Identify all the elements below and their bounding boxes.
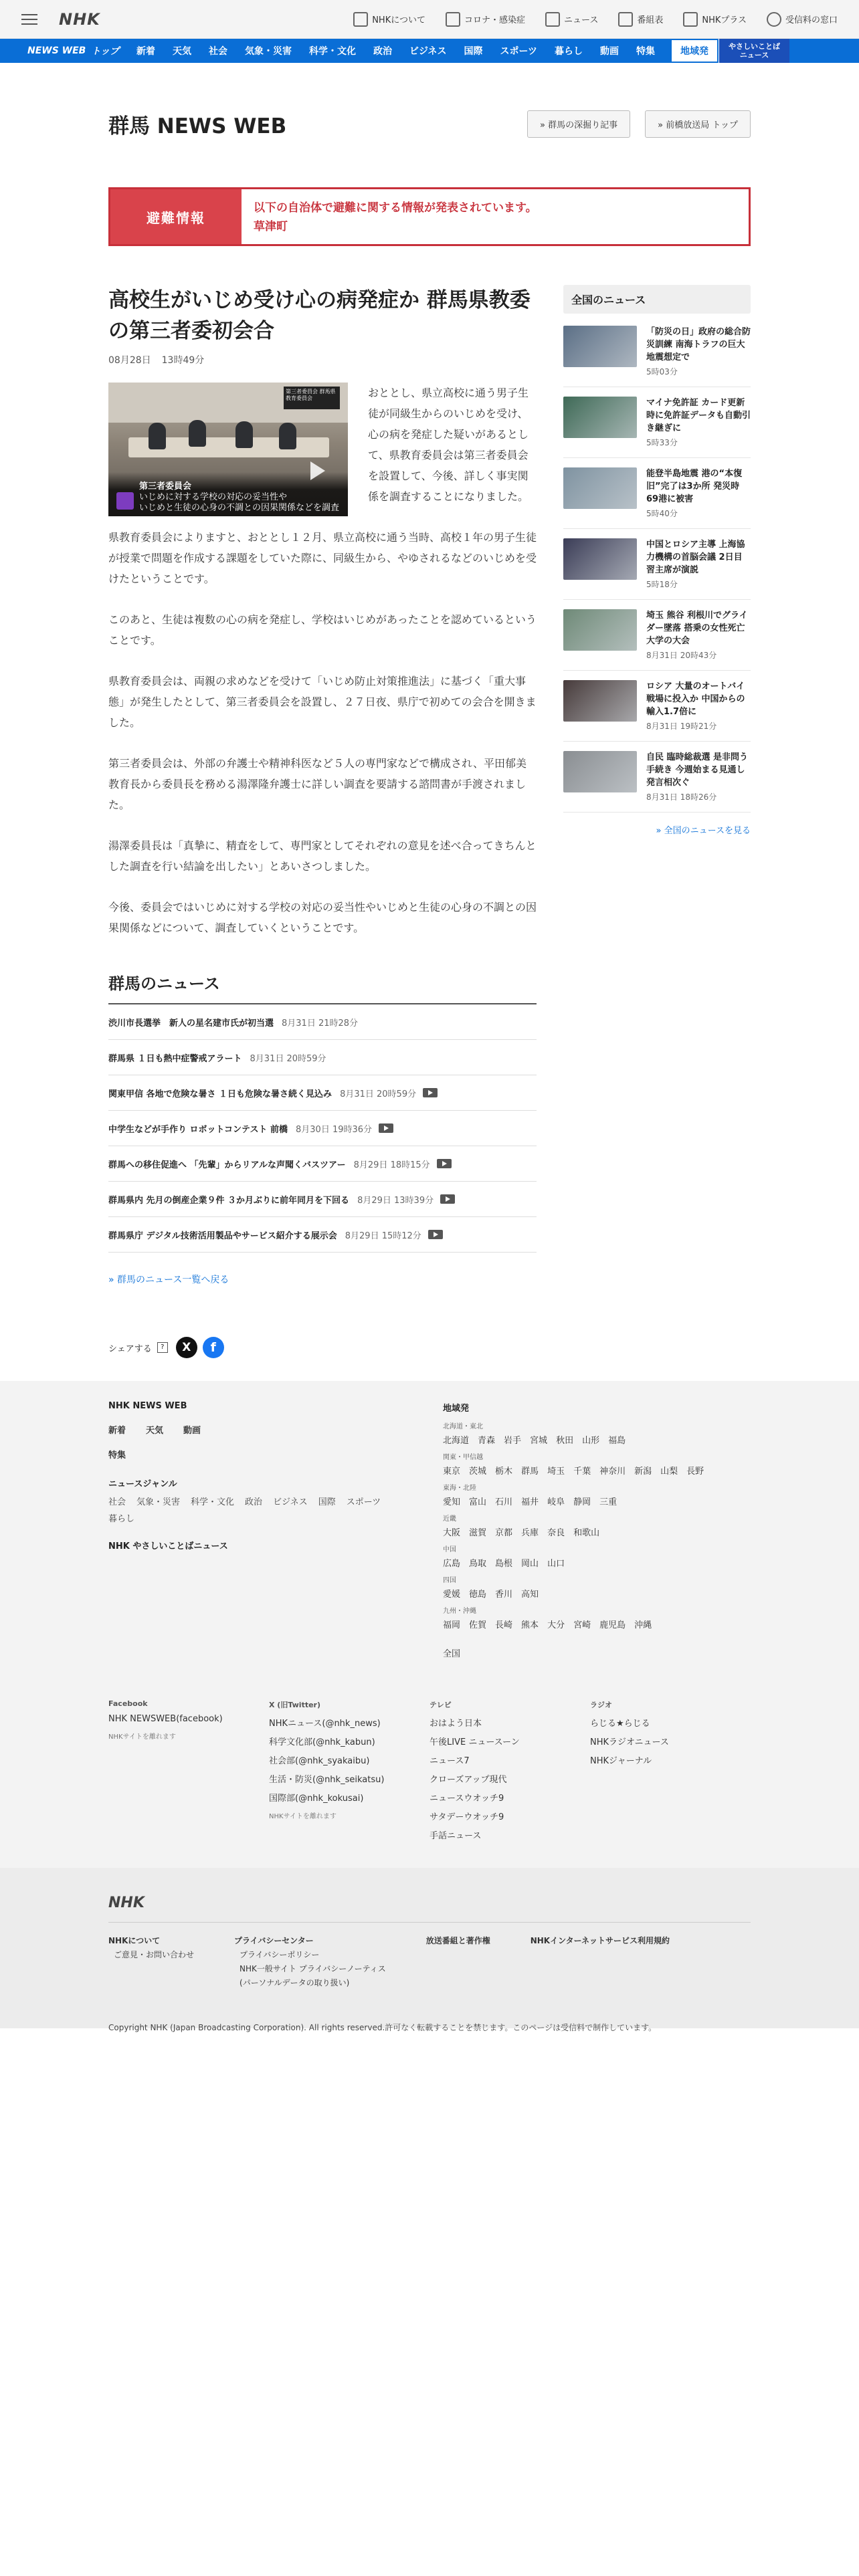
region-name: 関東・甲信越 (443, 1454, 483, 1461)
news-time: 8月31日 18時26分 (646, 792, 717, 802)
prefecture-link[interactable]: 兵庫 (521, 1528, 539, 1538)
play-icon[interactable] (310, 461, 325, 480)
news-title: ロシア 大量のオートバイ 戦場に投入か 中国からの輸入1.7倍に (646, 681, 745, 717)
nhk-icon (353, 12, 368, 27)
news-time: 8月31日 19時21分 (646, 722, 717, 731)
national-news-item[interactable] (563, 742, 751, 813)
news-thumbnail (563, 680, 637, 722)
share-bar (108, 1337, 537, 1358)
gunma-news-heading: 群馬のニュース (108, 970, 537, 1004)
footer-social-link[interactable]: NHK NEWSWEB(facebook) (108, 1714, 223, 1724)
article-paragraph: このあと、生徒は複数の心の病を発症し、学校はいじめがあったことを認めているということです。 (108, 613, 537, 647)
footer-genre-link[interactable]: ビジネス (273, 1497, 308, 1507)
news-title: 能登半島地震 港の“本復旧”完了は3か所 発災時69港に被害 (646, 469, 743, 504)
virus-icon (446, 12, 460, 27)
prefecture-link[interactable]: 愛媛 (443, 1590, 461, 1600)
national-news-item[interactable] (563, 458, 751, 529)
footer-legal-link[interactable]: NHKインターネットサービス利用規約 (530, 1936, 670, 1945)
news-time: 5時40分 (646, 509, 678, 518)
footer-genre-link[interactable]: スポーツ (346, 1497, 381, 1507)
prefecture-list (443, 1464, 751, 1477)
prefecture-list (443, 1495, 751, 1507)
video-icon (437, 1159, 452, 1168)
news-title: 渋川市長選挙 新人の星名建市氏が初当選 (108, 1018, 274, 1029)
footer-social-heading: ラジオ (590, 1701, 612, 1709)
article-paragraph: おととし、県立高校に通う男子生徒が同級生からのいじめを受け、心の病を発症した疑いがあるとして、県教育委員会は第三者委員会を設置して、今後、詳しく事実関係を調査することになりました。 (368, 387, 529, 503)
news-title: 群馬県庁 デジタル技術活用製品やサービス紹介する展示会 (108, 1230, 337, 1241)
article-paragraph: 湯澤委員長は「真摯に、精査をして、専門家としてそれぞれの意見を述べ合ってきちんとした調査を行い結論を出したい」とあいさつしました。 (108, 839, 537, 873)
maebashi-top-button[interactable]: » 前橋放送局 トップ (645, 110, 751, 138)
footer-genre-link[interactable]: 暮らし (108, 1514, 135, 1524)
footer-social-link[interactable]: NHKラジオニュース (590, 1737, 669, 1747)
footer-link-video[interactable]: 動画 (183, 1426, 201, 1436)
footer-social-link[interactable]: 社会部(@nhk_syakaibu) (269, 1756, 370, 1766)
menu-icon[interactable] (21, 14, 37, 25)
house-icon (767, 12, 781, 27)
footer-nhk-logo[interactable]: NHK (108, 1895, 751, 1923)
toplink-schedule[interactable]: 番組表 (618, 12, 663, 27)
footer (0, 1381, 859, 1868)
x-share-icon[interactable]: X (176, 1337, 197, 1358)
gunma-news-item[interactable] (108, 1111, 537, 1146)
footer-legal-link[interactable]: NHKについて (108, 1936, 161, 1945)
national-news-item[interactable] (563, 387, 751, 458)
prefecture-link[interactable]: 岐阜 (547, 1497, 565, 1507)
footer-social-link[interactable]: サタデーウオッチ9 (430, 1812, 504, 1822)
news-date: 8月30日 19時36分 (296, 1124, 373, 1135)
news-text (646, 751, 751, 802)
news-thumbnail (563, 538, 637, 580)
news-text (646, 467, 751, 519)
news-title: 自民 臨時総裁選 是非問う手続き 今週始まる見通し 発言相次ぐ (646, 752, 749, 788)
footer-social-link[interactable]: 午後LIVE ニュースーン (430, 1737, 520, 1747)
prefecture-link[interactable]: 奈良 (547, 1528, 565, 1538)
national-news-more-link[interactable]: » 全国のニュースを見る (656, 826, 751, 836)
prefecture-link[interactable]: 埼玉 (547, 1467, 565, 1477)
news-title: 埼玉 熊谷 利根川でグライダー墜落 搭乗の女性死亡 大学の大会 (646, 611, 748, 646)
prefecture-link[interactable]: 新潟 (634, 1467, 652, 1477)
photo-sign: 第三者委員会 群馬県教育委員会 (284, 387, 340, 409)
news-time: 5時18分 (646, 580, 678, 589)
prefecture-link[interactable]: 石川 (495, 1497, 513, 1507)
prefecture-link[interactable]: 香川 (495, 1590, 513, 1600)
footer-link-features[interactable]: 特集 (108, 1451, 126, 1461)
news-title: マイナ免許証 カード更新時に免許証データも自動引き継ぎに (646, 398, 751, 433)
site-footer (0, 1868, 859, 2032)
share-label: シェアする (108, 1344, 152, 1354)
prefecture-link[interactable]: 熊本 (521, 1620, 539, 1630)
prefecture-link[interactable]: 広島 (443, 1559, 461, 1569)
alert-message: 以下の自治体で避難に関する情報が発表されています。 (254, 201, 537, 215)
alert-label: 避難情報 (110, 189, 242, 244)
article-paragraph: 県教育委員会によりますと、おととし１２月、県立高校に通う当時、高校１年の男子生徒が授業で問題を作成する課題をしていた際に、同級生から、やゆされるなどのいじめを受けたということです。 (108, 531, 537, 585)
footer-social-link[interactable]: 国際部(@nhk_kokusai) (269, 1794, 364, 1804)
help-icon[interactable]: ? (157, 1342, 168, 1353)
region-name: 九州・沖縄 (443, 1608, 476, 1615)
prefecture-link[interactable]: 山口 (547, 1559, 565, 1569)
national-news-item[interactable] (563, 529, 751, 600)
article-body (108, 383, 537, 589)
top-bar (0, 0, 859, 39)
footer-social-link[interactable]: NHKニュース(@nhk_news) (269, 1719, 381, 1729)
footer-genre-link[interactable]: 国際 (318, 1497, 336, 1507)
toplink-news[interactable]: ニュース (545, 12, 598, 27)
prefecture-list (443, 1618, 751, 1630)
news-date: 8月29日 13時39分 (357, 1195, 434, 1206)
page-title: 群馬 NEWS WEB (108, 114, 287, 138)
nav-disaster[interactable]: 気象・災害 (244, 46, 292, 57)
sidebar-heading: 全国のニュース (563, 285, 751, 314)
prefecture-link[interactable]: 愛知 (443, 1497, 461, 1507)
news-date: 8月29日 18時15分 (353, 1160, 430, 1170)
footer-easy-news-link[interactable]: NHK やさしいことばニュース (108, 1541, 228, 1551)
news-date: 8月31日 20時59分 (340, 1089, 417, 1099)
external-note: NHKサイトを離れます (108, 1733, 176, 1741)
footer-genre-title: ニュースジャンル (108, 1479, 177, 1489)
footer-genre-link[interactable]: 政治 (245, 1497, 263, 1507)
gunma-news (108, 970, 537, 1286)
nav-business[interactable]: ビジネス (409, 46, 447, 57)
footer-social-column (269, 1699, 430, 1841)
news-text (646, 538, 751, 590)
region-name: 北海道・東北 (443, 1423, 483, 1430)
nav-politics[interactable]: 政治 (373, 46, 392, 57)
nav-new[interactable]: 新着 (136, 46, 155, 57)
prefecture-link[interactable]: 岩手 (504, 1436, 522, 1446)
national-news-item[interactable] (563, 600, 751, 671)
nav-region[interactable]: 地域発 (670, 39, 719, 63)
external-note: NHKサイトを離れます (269, 1813, 337, 1820)
footer-title[interactable]: NHK NEWS WEB (108, 1401, 187, 1411)
prefecture-link[interactable]: 東京 (443, 1467, 461, 1477)
prefecture-link[interactable]: 山形 (582, 1436, 600, 1446)
news-time: 5時33分 (646, 438, 678, 447)
footer-genre-link[interactable]: 科学・文化 (191, 1497, 235, 1507)
prefecture-link[interactable]: 島根 (495, 1559, 513, 1569)
nav-sports[interactable]: スポーツ (500, 46, 537, 57)
gunma-news-more-link[interactable]: » 群馬のニュース一覧へ戻る (108, 1275, 229, 1285)
prefecture-link[interactable]: 大阪 (443, 1528, 461, 1538)
nhk-logo[interactable]: NHK (59, 9, 100, 29)
nav-international[interactable]: 国際 (464, 46, 483, 57)
footer-legal-link[interactable]: 放送番組と著作権 (425, 1936, 490, 1945)
prefecture-link[interactable]: 長崎 (495, 1620, 513, 1630)
nav-video[interactable]: 動画 (600, 46, 619, 57)
footer-social-link[interactable]: 手話ニュース (430, 1831, 482, 1841)
article-video[interactable] (108, 383, 348, 516)
page-header (108, 63, 751, 150)
prefecture-link[interactable]: 京都 (495, 1528, 513, 1538)
footer-social-link[interactable]: おはよう日本 (430, 1719, 482, 1729)
footer-legal-link[interactable]: NHK一般サイト プライバシーノーティス (240, 1964, 386, 1973)
footer-social-link[interactable]: らじる★らじる (590, 1719, 650, 1729)
prefecture-list (443, 1433, 751, 1446)
footer-social-heading: X (旧Twitter) (269, 1701, 320, 1709)
footer-legal-link[interactable]: プライバシーポリシー (240, 1950, 320, 1959)
prefecture-link[interactable]: 静岡 (573, 1497, 591, 1507)
prefecture-link[interactable]: 群馬 (521, 1467, 539, 1477)
news-title: 関東甲信 各地で危険な暑さ １日も危険な暑さ続く見込み (108, 1089, 332, 1099)
region-name: 東海・北陸 (443, 1485, 476, 1492)
deep-dive-button[interactable]: » 群馬の深掘り記事 (527, 110, 630, 138)
prefecture-link[interactable]: 青森 (478, 1436, 496, 1446)
prefecture-link[interactable]: 大分 (547, 1620, 565, 1630)
news-title: 群馬県内 先月の倒産企業９件 ３か月ぶりに前年同月を下回る (108, 1195, 350, 1206)
top-links (353, 12, 838, 27)
footer-link-national[interactable]: 全国 (443, 1649, 461, 1659)
region-name: 中国 (443, 1546, 456, 1553)
news-thumbnail (563, 326, 637, 367)
prefecture-link[interactable]: 福岡 (443, 1620, 461, 1630)
footer-region-title: 地域発 (443, 1404, 470, 1414)
toplink-fee[interactable]: 受信料の窓口 (767, 12, 838, 27)
news-date: 8月31日 20時59分 (250, 1053, 326, 1064)
news-text (646, 326, 751, 377)
news-time: 8月31日 20時43分 (646, 651, 717, 660)
news-text (646, 680, 751, 732)
newspaper-icon (545, 12, 560, 27)
region-name: 近畿 (443, 1515, 456, 1523)
plus-icon (683, 12, 698, 27)
gunma-news-item[interactable] (108, 1004, 537, 1040)
toplink-nhkplus[interactable]: NHKプラス (683, 12, 747, 27)
prefecture-link[interactable]: 鹿児島 (599, 1620, 626, 1630)
footer-social-link[interactable]: ニュースウオッチ9 (430, 1794, 504, 1804)
toplink-corona[interactable]: コロナ・感染症 (446, 12, 525, 27)
national-news-item[interactable] (563, 671, 751, 742)
region-name: 四国 (443, 1577, 456, 1584)
video-icon (440, 1194, 455, 1204)
news-thumbnail (563, 467, 637, 509)
prefecture-link[interactable]: 長野 (686, 1467, 704, 1477)
article-title: 高校生がいじめ受け心の病発症か 群馬県教委の第三者委初会合 (108, 288, 531, 343)
photo-caption: 第三者委員会 いじめに対する学校の対応の妥当性や いじめと生徒の心身の不調との因果関係などを調査 (108, 472, 348, 516)
prefecture-link[interactable]: 和歌山 (573, 1528, 600, 1538)
prefecture-link[interactable]: 徳島 (469, 1590, 487, 1600)
article-paragraph: 第三者委員会は、外部の弁護士や精神科医など５人の専門家などで構成され、平田郁美教育長から委員長を務める湯澤隆弁護士に詳しい調査を要請する諮問書が手渡されました。 (108, 757, 527, 811)
video-icon (423, 1088, 438, 1097)
gunma-news-item[interactable] (108, 1182, 537, 1217)
nav-features[interactable]: 特集 (636, 46, 655, 57)
video-icon (379, 1123, 393, 1133)
gunma-news-item[interactable] (108, 1146, 537, 1182)
article-date: 08月28日 13時49分 (108, 355, 205, 366)
prefecture-list (443, 1525, 751, 1538)
prefecture-link[interactable]: 神奈川 (599, 1467, 626, 1477)
footer-social-heading: テレビ (430, 1701, 452, 1709)
prefecture-link[interactable]: 秋田 (556, 1436, 574, 1446)
footer-social-column (430, 1699, 590, 1841)
national-news-sidebar (563, 285, 751, 1358)
footer-legal-link[interactable]: (パーソナルデータの取り扱い) (240, 1978, 350, 1988)
prefecture-link[interactable]: 鳥取 (469, 1559, 487, 1569)
news-thumbnail (563, 751, 637, 792)
copyright: Copyright NHK (Japan Broadcasting Corporation). All rights reserved.許可なく転載することを禁じます。このページは受信料で制作しています。 (108, 2023, 657, 2032)
nhk-mark-icon (116, 492, 134, 510)
alert-town: 草津町 (254, 220, 288, 233)
article-paragraph: 今後、委員会ではいじめに対する学校の対応の妥当性やいじめと生徒の心身の不調との因果関係などについて、調査していくということです。 (108, 901, 537, 934)
gunma-news-item[interactable] (108, 1075, 537, 1111)
footer-legal-link[interactable]: ご意見・お問い合わせ (114, 1950, 195, 1959)
prefecture-link[interactable]: 栃木 (495, 1467, 513, 1477)
facebook-share-icon[interactable]: f (203, 1337, 224, 1358)
article-paragraph: 県教育委員会は、両親の求めなどを受けて「いじめ防止対策推進法」に基づく「重大事態」が発生したとして、第三者委員会を設置し、２７日夜、県庁で初めての会合を開きました。 (108, 675, 537, 729)
nav-weather[interactable]: 天気 (172, 46, 191, 57)
prefecture-link[interactable]: 山梨 (660, 1467, 678, 1477)
nav-life[interactable]: 暮らし (555, 46, 583, 57)
footer-social-heading: Facebook (108, 1699, 148, 1708)
video-icon (428, 1230, 443, 1239)
news-date: 8月31日 21時28分 (282, 1018, 359, 1029)
news-title: 中国とロシア主導 上海協力機構の首脳会議 2日目 習主席が演説 (646, 540, 745, 575)
news-text (646, 397, 751, 448)
evacuation-alert[interactable] (108, 187, 751, 246)
gunma-news-item[interactable] (108, 1040, 537, 1075)
nav-brand[interactable]: NEWS WEB トップ (27, 45, 119, 57)
footer-social-link[interactable]: ニュース7 (430, 1756, 470, 1766)
nav-science[interactable]: 科学・文化 (308, 46, 356, 57)
footer-social-column (108, 1699, 269, 1841)
news-title: 「防災の日」政府の総合防災訓練 南海トラフの巨大地震想定で (646, 327, 751, 362)
grid-icon (618, 12, 633, 27)
footer-social-link[interactable]: クローズアップ現代 (430, 1775, 507, 1785)
footer-genre-link[interactable]: 社会 (108, 1497, 126, 1507)
prefecture-link[interactable]: 高知 (521, 1590, 539, 1600)
prefecture-link[interactable]: 福島 (608, 1436, 626, 1446)
footer-link-weather[interactable]: 天気 (146, 1426, 164, 1436)
footer-social-column (590, 1699, 751, 1841)
prefecture-list (443, 1556, 751, 1569)
news-title: 群馬への移住促進へ 「先輩」からリアルな声聞くバスツアー (108, 1160, 346, 1170)
main-nav (0, 39, 859, 63)
article-column (108, 285, 537, 1358)
prefecture-link[interactable]: 佐賀 (469, 1620, 487, 1630)
footer-social-link[interactable]: 科学文化部(@nhk_kabun) (269, 1737, 375, 1747)
prefecture-list (443, 1587, 751, 1600)
prefecture-link[interactable]: 千葉 (573, 1467, 591, 1477)
news-thumbnail (563, 609, 637, 651)
national-news-item[interactable] (563, 314, 751, 387)
prefecture-link[interactable]: 宮崎 (573, 1620, 591, 1630)
footer-social-link[interactable]: 生活・防災(@nhk_seikatsu) (269, 1775, 385, 1785)
prefecture-link[interactable]: 滋賀 (469, 1528, 487, 1538)
news-time: 5時03分 (646, 367, 678, 377)
gunma-news-item[interactable] (108, 1217, 537, 1253)
news-thumbnail (563, 397, 637, 438)
news-title: 群馬県 １日も熱中症警戒アラート (108, 1053, 242, 1064)
nav-society[interactable]: 社会 (208, 46, 227, 57)
prefecture-link[interactable]: 茨城 (469, 1467, 487, 1477)
news-title: 中学生などが手作り ロボットコンテスト 前橋 (108, 1124, 288, 1135)
prefecture-link[interactable]: 岡山 (521, 1559, 539, 1569)
footer-legal-link[interactable]: プライバシーセンター (234, 1936, 314, 1945)
prefecture-link[interactable]: 富山 (469, 1497, 487, 1507)
footer-link-new[interactable]: 新着 (108, 1426, 126, 1436)
nav-easy-news[interactable]: やさしいことば ニュース (719, 39, 789, 63)
news-text (646, 609, 751, 661)
prefecture-link[interactable]: 福井 (521, 1497, 539, 1507)
toplink-about[interactable]: NHKについて (353, 12, 425, 27)
prefecture-link[interactable]: 北海道 (443, 1436, 470, 1446)
footer-genre-link[interactable]: 気象・災害 (136, 1497, 181, 1507)
news-date: 8月29日 15時12分 (345, 1230, 421, 1241)
footer-social-link[interactable]: NHKジャーナル (590, 1756, 652, 1766)
prefecture-link[interactable]: 宮城 (530, 1436, 548, 1446)
prefecture-link[interactable]: 沖縄 (634, 1620, 652, 1630)
prefecture-link[interactable]: 三重 (599, 1497, 617, 1507)
